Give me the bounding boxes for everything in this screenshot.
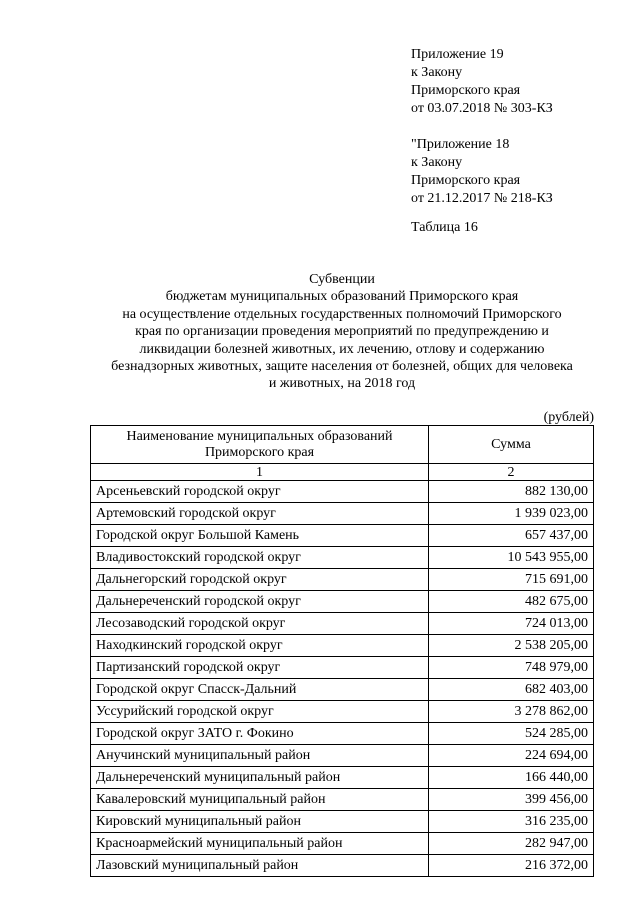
col-number: 1 xyxy=(91,464,429,481)
header-line: к Закону xyxy=(411,155,463,170)
table-row xyxy=(91,591,594,613)
municipality-name: Лесозаводский городской округ xyxy=(91,613,429,635)
table-row xyxy=(91,701,594,723)
subsidy-table xyxy=(90,425,594,877)
subsidy-amount: 748 979,00 xyxy=(429,657,594,679)
table-row xyxy=(91,723,594,745)
table-row xyxy=(91,481,594,503)
title-line: безнадзорных животных, защите населения от болезней, общих для человека xyxy=(111,359,573,375)
title-line: бюджетам муниципальных образований Приморского края xyxy=(165,289,519,305)
municipality-name: Артемовский городской округ xyxy=(91,503,429,525)
table-row xyxy=(91,547,594,569)
subsidy-amount: 1 939 023,00 xyxy=(429,503,594,525)
municipality-name: Кавалеровский муниципальный район xyxy=(91,789,429,811)
municipality-name: Городской округ ЗАТО г. Фокино xyxy=(91,723,429,745)
table-row xyxy=(91,525,594,547)
header-line: к Закону xyxy=(411,65,463,80)
subsidy-amount: 216 372,00 xyxy=(429,855,594,877)
table-row xyxy=(91,855,594,877)
subsidy-amount: 482 675,00 xyxy=(429,591,594,613)
municipality-name: Владивостокский городской округ xyxy=(91,547,429,569)
subsidy-amount: 10 543 955,00 xyxy=(429,547,594,569)
subsidy-amount: 682 403,00 xyxy=(429,679,594,701)
municipality-name: Дальнереченский муниципальный район xyxy=(91,767,429,789)
subsidy-amount: 282 947,00 xyxy=(429,833,594,855)
header-line: "Приложение 18 xyxy=(411,137,510,152)
header-line: Приморского края xyxy=(411,173,521,188)
municipality-name: Дальнегорский городской округ xyxy=(91,569,429,591)
municipality-name: Партизанский городской округ xyxy=(91,657,429,679)
title-line: ликвидации болезней животных, их лечению, отлову и содержанию xyxy=(139,341,545,357)
municipality-name: Лазовский муниципальный район xyxy=(91,855,429,877)
col-name-header: Наименование муниципальных образований Приморского края xyxy=(91,426,429,464)
table-header-row xyxy=(91,426,594,464)
table-row xyxy=(91,613,594,635)
municipality-name: Находкинский городской округ xyxy=(91,635,429,657)
col-number: 2 xyxy=(429,464,594,481)
subsidy-amount: 3 278 862,00 xyxy=(429,701,594,723)
table-row xyxy=(91,833,594,855)
title-line: и животных, на 2018 год xyxy=(268,376,416,392)
municipality-name: Городской округ Спасск-Дальний xyxy=(91,679,429,701)
title-line: Субвенции xyxy=(309,272,375,287)
table-row xyxy=(91,635,594,657)
document-title xyxy=(90,271,594,393)
municipality-name: Арсеньевский городской округ xyxy=(91,481,429,503)
subsidy-amount: 657 437,00 xyxy=(429,525,594,547)
municipality-name: Дальнереченский городской округ xyxy=(91,591,429,613)
subsidy-amount: 882 130,00 xyxy=(429,481,594,503)
table-row xyxy=(91,811,594,833)
header-line: Приморского края xyxy=(411,83,521,98)
table-row xyxy=(91,789,594,811)
municipality-name: Кировский муниципальный район xyxy=(91,811,429,833)
title-line: на осуществление отдельных государственных полномочий Приморского xyxy=(122,306,562,322)
subsidy-amount: 316 235,00 xyxy=(429,811,594,833)
header-line: от 03.07.2018 № 303-КЗ xyxy=(411,101,553,116)
subsidy-amount: 166 440,00 xyxy=(429,767,594,789)
table-row xyxy=(91,503,594,525)
municipality-name: Уссурийский городской округ xyxy=(91,701,429,723)
appendix-19-header xyxy=(411,46,553,118)
subsidy-amount: 399 456,00 xyxy=(429,789,594,811)
subsidy-amount: 715 691,00 xyxy=(429,569,594,591)
table-row xyxy=(91,679,594,701)
subsidy-amount: 524 285,00 xyxy=(429,723,594,745)
subsidy-amount: 2 538 205,00 xyxy=(429,635,594,657)
header-line: от 21.12.2017 № 218-КЗ xyxy=(411,191,553,206)
subsidy-amount: 224 694,00 xyxy=(429,745,594,767)
col-amount-header: Сумма xyxy=(429,426,594,464)
table-row xyxy=(91,569,594,591)
municipality-name: Красноармейский муниципальный район xyxy=(91,833,429,855)
title-line: края по организации проведения мероприятий по предупреждению и xyxy=(135,324,549,340)
header-line: Приложение 19 xyxy=(411,47,504,62)
appendix-18-header xyxy=(411,136,553,208)
table-label: Таблица 16 xyxy=(411,220,478,235)
table-row xyxy=(91,657,594,679)
table-row xyxy=(91,767,594,789)
column-number-row xyxy=(91,464,594,481)
unit-label: (рублей) xyxy=(543,410,594,425)
municipality-name: Анучинский муниципальный район xyxy=(91,745,429,767)
table-row xyxy=(91,745,594,767)
subsidy-amount: 724 013,00 xyxy=(429,613,594,635)
municipality-name: Городской округ Большой Камень xyxy=(91,525,429,547)
